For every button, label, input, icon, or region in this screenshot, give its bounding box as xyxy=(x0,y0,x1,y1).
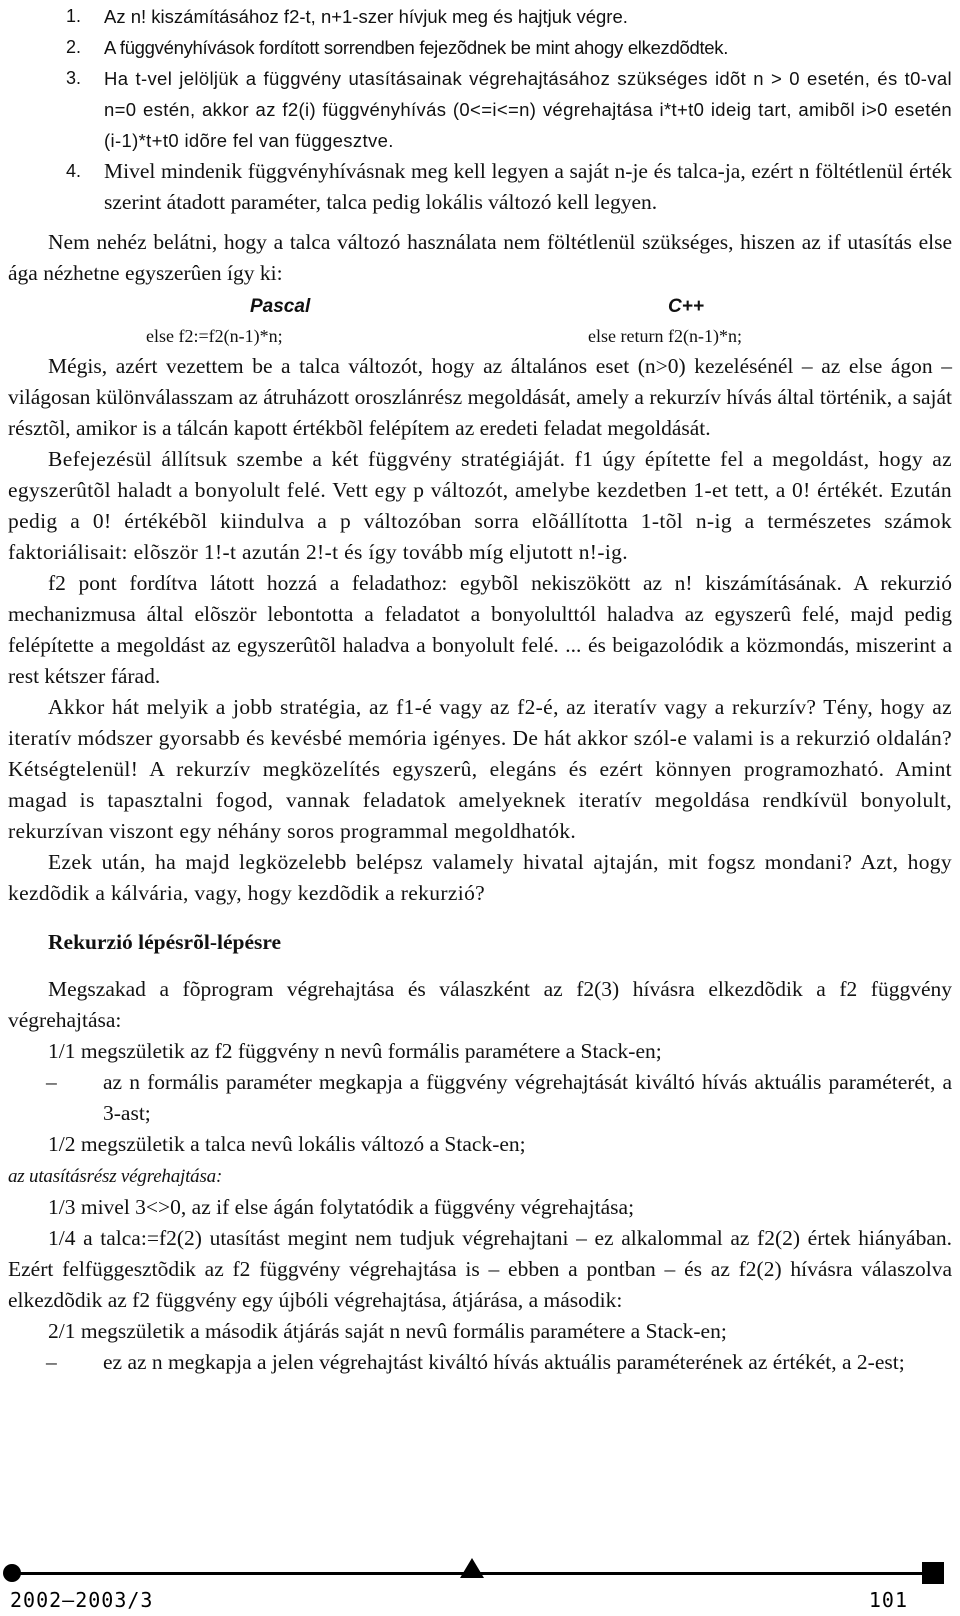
utasitas-label: az utasításrész végrehajtása: xyxy=(8,1166,223,1187)
pascal-code: else f2:=f2(n-1)*n; xyxy=(146,326,283,346)
dash-bullet: – xyxy=(46,1350,57,1374)
section-heading: Rekurzió lépésrõl-lépésre xyxy=(48,930,282,954)
square-icon xyxy=(922,1562,944,1584)
list-number: 3. xyxy=(66,68,82,88)
page-footer xyxy=(0,1550,960,1616)
step-1-1: 1/1 megszületik az f2 függvény n nevû formális paramétere a Stack-en; xyxy=(48,1039,662,1063)
utasitas-line xyxy=(8,1160,952,1192)
list-number: 2. xyxy=(66,37,82,57)
paragraph-megis: Mégis, azért vezettem be a talca változót, hogy az általános eset (n>0) kezelésénél – az else ágon – világosan különválasszam az átruházott oroszlánrész megoldását, amely a rekurzív hívás által történik, a saját résztõl, amikor is a tálcán kapott értékbõl felépítem az eredeti feladat megoldását. xyxy=(8,354,952,440)
list-item-text: Mivel mindenik függvényhívásnak meg kell legyen a saját n-je és talca-ja, ezért n föltétlenül érték szerint átadott paraméter, talca pedig lokális változó kell legyen. xyxy=(104,159,952,214)
numbered-list xyxy=(8,1,952,218)
pascal-label: Pascal xyxy=(250,296,311,317)
step-2-1: 2/1 megszületik a második átjárás saját n nevû formális paramétere a Stack-en; xyxy=(48,1319,727,1343)
dash-item-text: az n formális paraméter megkapja a függvény végrehajtását kiváltó hívás aktuális paraméterét, a 3-ast; xyxy=(103,1070,952,1125)
paragraph-f2: f2 pont fordítva látott hozzá a feladathoz: egybõl nekiszökött az n! kiszámításának. A rekurzió mechanizmusa által elõször lebontotta a feladatot a bonyolulttól haladva az egyszerû felé, majd pedig felépítette a megoldást az egyszerûtõl haladva a bonyolult felé. ... és beigazolódik a közmondás, miszerint a rest kétszer fárad. xyxy=(8,571,952,688)
paragraph-befejezesul: Befejezésül állítsuk szembe a két függvény stratégiáját. f1 úgy építette fel a megoldást, hogy az egyszerûtõl haladt a bonyolult felé. Vett egy p változót, amelybe kezdetben 1-et tett, a 0! értékét. Ezután pedig a 0! értékébõl kiindulva a p változóban sorra elõállította 1-tõl n-ig a természetes számok faktoriálisait: elõször 1!-t azután 2!-t és így tovább míg eljutott n!-ig. xyxy=(8,447,952,564)
paragraph-else: Nem nehéz belátni, hogy a talca változó használata nem föltétlenül szükséges, hiszen az if utasítás else ága nézhetne egyszerûen így ki: xyxy=(8,230,952,285)
list-item xyxy=(8,1,952,32)
list-item-text: A függvényhívások fordított sorrendben fejezõdnek be mint ahogy elkezdõdtek. xyxy=(104,37,729,58)
cpp-label: C++ xyxy=(668,296,704,317)
triangle-icon xyxy=(460,1558,484,1578)
list-number: 4. xyxy=(66,161,82,181)
circle-icon xyxy=(3,1564,21,1582)
paragraph-megszakad: Megszakad a fõprogram végrehajtása és válaszként az f2(3) hívásra elkezdõdik a f2 függvény végrehajtása: xyxy=(8,977,952,1032)
paragraph-akkor: Akkor hát melyik a jobb stratégia, az f1-é vagy az f2-é, az iteratív vagy a rekurzív? Tény, hogy az iteratív módszer gyorsabb és kevésbé memória igényes. De hát akkor szól-e valami is a rekurzió oldalán? Kétségtelenül! A rekurzív megközelítés egyszerû, elegáns és ezért könnyen programozható. Amint magad is tapasztalni fogod, vannak feladatok amelyeknek iteratív megoldása rendkívül bonyolult, rekurzívan viszont egy néhány soros programmal megoldhatók. xyxy=(8,695,952,843)
dash-bullet: – xyxy=(46,1070,57,1094)
dash-item xyxy=(8,1067,952,1129)
list-item xyxy=(8,32,952,63)
issue-number: 2002–2003/3 xyxy=(10,1588,154,1612)
list-number: 1. xyxy=(66,6,82,26)
list-item-text: Az n! kiszámításához f2-t, n+1-szer hívjuk meg és hajtjuk végre. xyxy=(104,6,628,27)
step-1-4: 1/4 a talca:=f2(2) utasítást megint nem tudjuk végrehajtani – ez alkalommal az f2(2) értek hiányában. Ezért felfüggesztõdik az f2 függvény végrehajtása is – ebben a pontban – és az f2(2) hívásra válaszolva elkezdõdik az f2 függvény egy újbóli végrehajtása, átjárása, a második: xyxy=(8,1226,952,1312)
list-item xyxy=(8,156,952,218)
step-1-2: 1/2 megszületik a talca nevû lokális változó a Stack-en; xyxy=(48,1132,526,1156)
paragraph-ezek: Ezek után, ha majd legközelebb belépsz valamely hivatal ajtaján, mit fogsz mondani? Azt, hogy kezdõdik a kálvária, vagy, hogy kezdõdik a rekurzió? xyxy=(8,850,952,905)
cpp-code: else return f2(n-1)*n; xyxy=(588,326,742,346)
list-item-text: Ha t-vel jelöljük a függvény utasításainak végrehajtásához szükséges idõt n > 0 esetén, és t0-val n=0 estén, akkor az f2(i) függvényhívás (0<=i<=n) végrehajtása i*t+t0 ideig tart, amibõl i>0 esetén (i-1)*t+t0 idõre fel van függesztve. xyxy=(104,68,952,151)
dash-item-text: ez az n megkapja a jelen végrehajtást kiváltó hívás aktuális paraméterének az értékét, a 2-est; xyxy=(103,1350,905,1374)
page-number: 101 xyxy=(868,1588,908,1612)
step-1-3: 1/3 mivel 3<>0, az if else ágán folytatódik a függvény végrehajtása; xyxy=(48,1195,635,1219)
code-header xyxy=(8,289,952,317)
dash-item xyxy=(8,1347,952,1378)
list-item xyxy=(8,63,952,156)
document-page xyxy=(8,0,952,1378)
code-lines xyxy=(8,317,952,351)
